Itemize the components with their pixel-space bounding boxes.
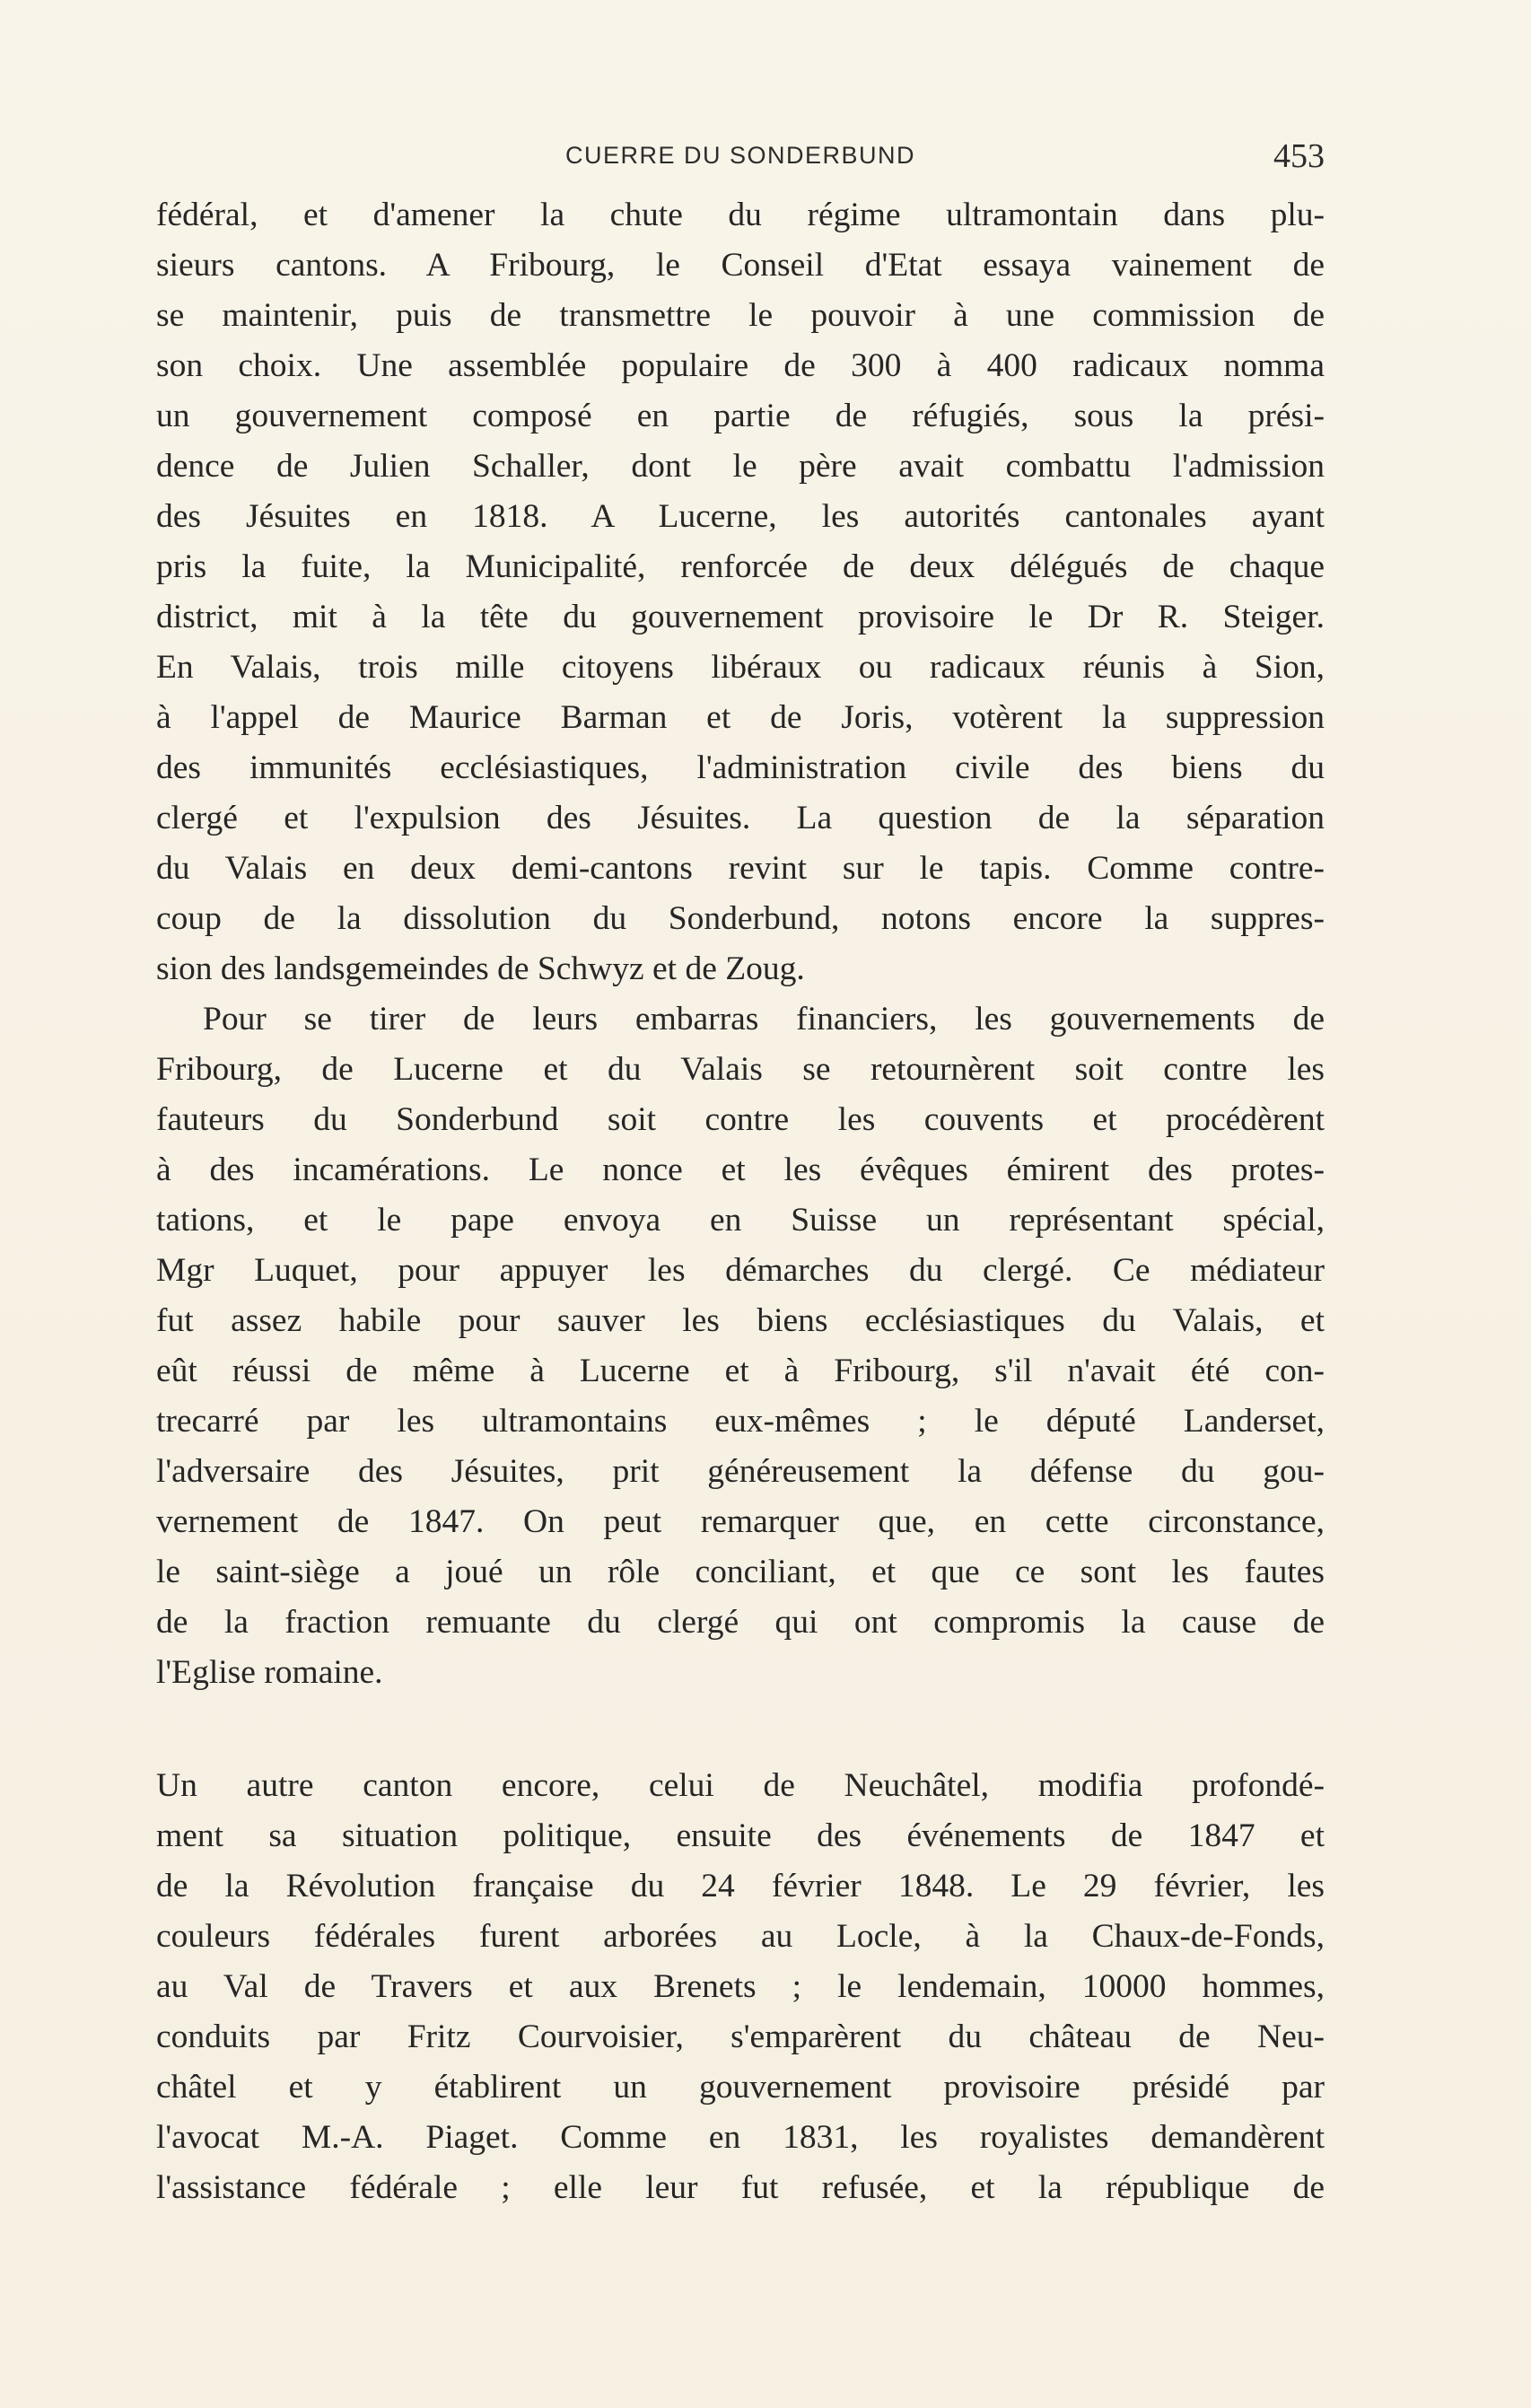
text-line: Fribourg, de Lucerne et du Valais se retournèrent soit contre les <box>156 1051 1325 1088</box>
text-line: l'assistance fédérale ; elle leur fut refusée, et la république de <box>156 2169 1325 2206</box>
text-line: du Valais en deux demi-cantons revint sur le tapis. Comme contre- <box>156 850 1325 887</box>
text-line: fauteurs du Sonderbund soit contre les couvents et procédèrent <box>156 1101 1325 1138</box>
text-line: de la fraction remuante du clergé qui ont compromis la cause de <box>156 1604 1325 1641</box>
text-line: clergé et l'expulsion des Jésuites. La question de la séparation <box>156 800 1325 836</box>
text-line: couleurs fédérales furent arborées au Locle, à la Chaux-de-Fonds, <box>156 1918 1325 1955</box>
text-line: fédéral, et d'amener la chute du régime ultramontain dans plu- <box>156 197 1325 233</box>
text-line: Mgr Luquet, pour appuyer les démarches du clergé. Ce médiateur <box>156 1252 1325 1289</box>
page-number: 453 <box>1273 137 1325 175</box>
text-line: En Valais, trois mille citoyens libéraux ou radicaux réunis à Sion, <box>156 649 1325 686</box>
running-title: CUERRE DU SONDERBUND <box>564 142 916 169</box>
section-gap <box>156 1698 1325 1761</box>
text-line: Un autre canton encore, celui de Neuchâtel, modifia profondé- <box>156 1767 1325 1804</box>
text-line: fut assez habile pour sauver les biens ecclésiastiques du Valais, et <box>156 1302 1325 1339</box>
text-line: conduits par Fritz Courvoisier, s'emparèrent du château de Neu- <box>156 2018 1325 2055</box>
text-line: ment sa situation politique, ensuite des événements de 1847 et <box>156 1817 1325 1854</box>
paragraph-1 <box>156 190 1325 994</box>
text-line: son choix. Une assemblée populaire de 300 à 400 radicaux nomma <box>156 347 1325 384</box>
text-line: dence de Julien Schaller, dont le père avait combattu l'admission <box>156 448 1325 485</box>
text-line: des Jésuites en 1818. A Lucerne, les autorités cantonales ayant <box>156 498 1325 535</box>
text-line: se maintenir, puis de transmettre le pouvoir à une commission de <box>156 297 1325 334</box>
text-line: un gouvernement composé en partie de réfugiés, sous la prési- <box>156 398 1325 434</box>
text-line: l'adversaire des Jésuites, prit généreusement la défense du gou- <box>156 1453 1325 1490</box>
text-line: des immunités ecclésiastiques, l'administration civile des biens du <box>156 749 1325 786</box>
text-line: tations, et le pape envoya en Suisse un représentant spécial, <box>156 1202 1325 1239</box>
text-line: district, mit à la tête du gouvernement provisoire le Dr R. Steiger. <box>156 599 1325 635</box>
paragraph-3 <box>156 1761 1325 2213</box>
text-line: à des incamérations. Le nonce et les évêques émirent des protes- <box>156 1151 1325 1188</box>
running-head <box>156 135 1325 178</box>
text-line: le saint-siège a joué un rôle conciliant, et que ce sont les fautes <box>156 1554 1325 1590</box>
text-line: Pour se tirer de leurs embarras financiers, les gouvernements de <box>203 1001 1325 1038</box>
text-line: sion des landsgemeindes de Schwyz et de Zoug. <box>156 950 805 987</box>
text-line: eût réussi de même à Lucerne et à Fribourg, s'il n'avait été con- <box>156 1353 1325 1389</box>
text-line: vernement de 1847. On peut remarquer que, en cette circonstance, <box>156 1503 1325 1540</box>
text-line: l'Eglise romaine. <box>156 1654 383 1691</box>
text-line: châtel et y établirent un gouvernement provisoire présidé par <box>156 2069 1325 2106</box>
text-line: pris la fuite, la Municipalité, renforcée de deux délégués de chaque <box>156 548 1325 585</box>
paragraph-2 <box>156 994 1325 1698</box>
text-line: coup de la dissolution du Sonderbund, notons encore la suppres- <box>156 900 1325 937</box>
text-line: à l'appel de Maurice Barman et de Joris, votèrent la suppression <box>156 699 1325 736</box>
text-line: sieurs cantons. A Fribourg, le Conseil d'Etat essaya vainement de <box>156 247 1325 284</box>
text-line: de la Révolution française du 24 février 1848. Le 29 février, les <box>156 1868 1325 1905</box>
text-line: trecarré par les ultramontains eux-mêmes ; le député Landerset, <box>156 1403 1325 1440</box>
text-line: l'avocat M.-A. Piaget. Comme en 1831, les royalistes demandèrent <box>156 2119 1325 2156</box>
text-line: au Val de Travers et aux Brenets ; le lendemain, 10000 hommes, <box>156 1968 1325 2005</box>
body-text <box>156 190 1325 2213</box>
